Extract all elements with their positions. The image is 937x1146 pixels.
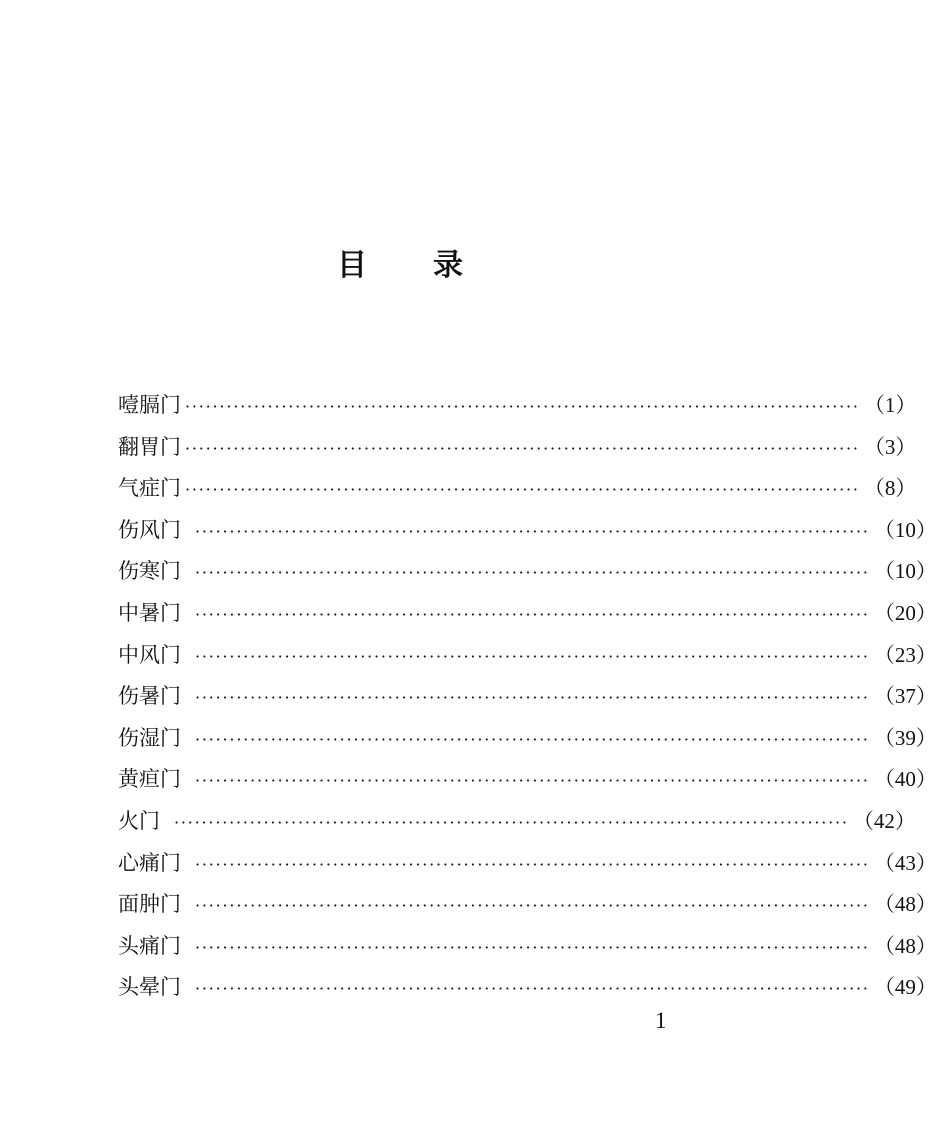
toc-entry-page: （39） [873, 725, 937, 750]
toc-entry[interactable] [118, 472, 917, 514]
dot-leader: ·································································································· [195, 896, 870, 916]
toc-entry-page: （20） [873, 600, 937, 625]
toc-entry-title: 伤风门 [118, 517, 181, 542]
toc-entry-title: 翻胃门 [118, 434, 181, 459]
toc-entry-title: 头晕门 [118, 975, 181, 1000]
toc-entry-page: （40） [873, 767, 937, 792]
toc-entry-page: （23） [873, 642, 937, 667]
title-char-right: 录 [433, 248, 463, 283]
toc-entry[interactable] [118, 389, 917, 431]
table-of-contents [118, 389, 937, 1013]
toc-entry[interactable] [118, 930, 937, 972]
toc-entry-page: （37） [873, 684, 937, 709]
dot-leader: ·································································································· [195, 771, 870, 791]
toc-entry-title: 黄疸门 [118, 767, 181, 792]
toc-entry-page: （10） [873, 517, 937, 542]
toc-entry[interactable] [118, 888, 937, 930]
toc-entry-title: 面肿门 [118, 892, 181, 917]
toc-entry-page: （8） [863, 476, 917, 501]
dot-leader: ·································································································· [195, 604, 870, 624]
toc-entry-page: （10） [873, 559, 937, 584]
toc-entry[interactable] [118, 722, 937, 764]
toc-entry[interactable] [118, 639, 937, 681]
toc-entry[interactable] [118, 555, 937, 597]
toc-entry-title: 火门 [118, 808, 160, 833]
dot-leader: ·································································································· [185, 480, 860, 500]
dot-leader: ·································································································· [195, 646, 870, 666]
dot-leader: ·································································································· [195, 729, 870, 749]
toc-entry-page: （1） [863, 393, 917, 417]
page-title [0, 240, 800, 284]
toc-entry-page: （43） [873, 850, 937, 875]
toc-entry[interactable] [118, 680, 937, 722]
toc-entry-title: 中暑门 [118, 600, 181, 625]
toc-entry-title: 头痛门 [118, 933, 181, 958]
toc-entry[interactable] [118, 597, 937, 639]
toc-entry[interactable] [118, 847, 937, 889]
dot-leader: ·································································································· [185, 438, 860, 458]
toc-entry-page: （49） [873, 975, 937, 1000]
toc-entry-page: （3） [863, 434, 917, 459]
toc-entry-page: （48） [873, 892, 937, 917]
toc-entry-title: 噎膈门 [118, 393, 181, 417]
toc-entry-title: 心痛门 [118, 850, 181, 875]
toc-entry[interactable] [118, 763, 937, 805]
toc-entry[interactable] [118, 514, 937, 556]
toc-entry-title: 伤暑门 [118, 684, 181, 709]
title-char-left: 目 [337, 248, 367, 283]
toc-entry-title: 伤寒门 [118, 559, 181, 584]
toc-entry-title: 气症门 [118, 476, 181, 501]
dot-leader: ·································································································· [195, 854, 870, 874]
toc-entry-page: （42） [852, 808, 916, 833]
toc-entry-title: 中风门 [118, 642, 181, 667]
dot-leader: ·································································································· [185, 397, 860, 416]
dot-leader: ·································································································· [195, 979, 870, 999]
toc-entry-title: 伤湿门 [118, 725, 181, 750]
page-number: 1 [655, 1008, 667, 1033]
toc-entry[interactable] [118, 431, 917, 473]
dot-leader: ·································································································· [195, 937, 870, 957]
toc-entry-page: （48） [873, 933, 937, 958]
toc-entry[interactable] [118, 971, 937, 1013]
dot-leader: ·································································································· [195, 688, 870, 708]
toc-entry[interactable] [118, 805, 916, 847]
dot-leader: ·································································································· [174, 812, 849, 832]
dot-leader: ·································································································· [195, 563, 870, 583]
dot-leader: ·································································································· [195, 521, 870, 541]
